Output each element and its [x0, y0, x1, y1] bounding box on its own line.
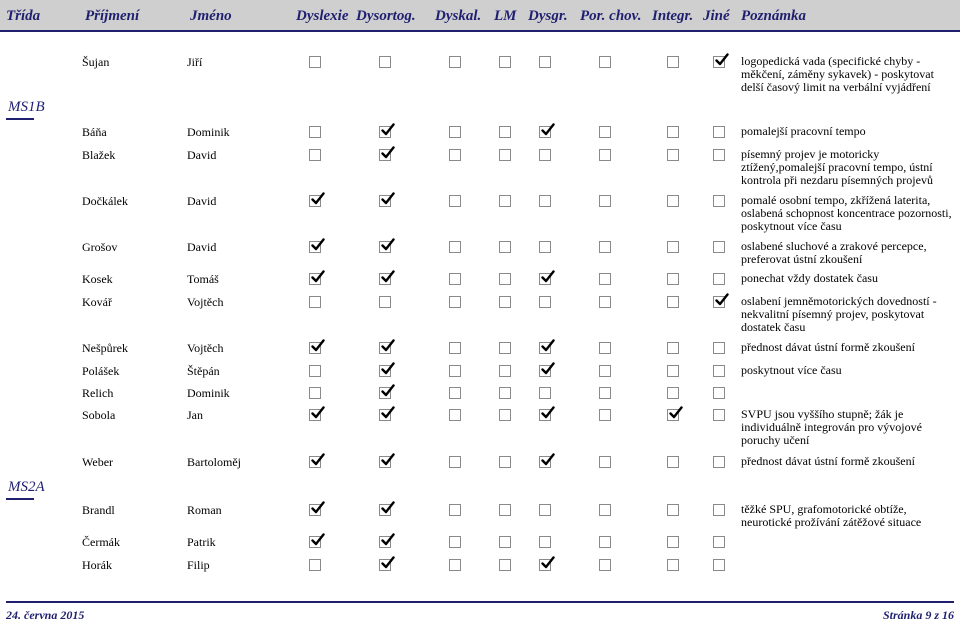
checkbox-checked[interactable] [539, 342, 551, 354]
student-note: ponechat vždy dostatek času [741, 271, 878, 285]
student-name: Bartoloměj [187, 455, 241, 469]
checkbox-unchecked[interactable] [499, 126, 511, 138]
checkbox-unchecked[interactable] [539, 504, 551, 516]
header-integr: Integr. [652, 8, 694, 24]
checkbox-unchecked[interactable] [667, 536, 679, 548]
header-dyslexie: Dyslexie [296, 8, 349, 24]
checkbox-unchecked[interactable] [499, 149, 511, 161]
checkbox-unchecked[interactable] [713, 456, 725, 468]
checkmark-icon [541, 406, 555, 420]
student-surname: Čermák [82, 535, 120, 549]
checkbox-unchecked[interactable] [667, 387, 679, 399]
checkbox-unchecked[interactable] [599, 126, 611, 138]
checkbox-unchecked[interactable] [667, 149, 679, 161]
student-note: přednost dávat ústní formě zkoušení [741, 454, 915, 468]
checkbox-unchecked[interactable] [539, 536, 551, 548]
student-surname: Weber [82, 455, 114, 469]
checkmark-icon [311, 533, 325, 547]
footer-page-sep: z [934, 608, 939, 622]
student-note: oslabené sluchové a zrakové percepce, preferovat ústní zkoušení [741, 239, 927, 267]
checkbox-unchecked[interactable] [667, 241, 679, 253]
student-name: Štěpán [187, 364, 220, 378]
student-note: písemný projev je motoricky ztížený,pomalejší pracovní tempo, ústní kontrola při nezdaru písemných projevů [741, 147, 933, 188]
student-note: logopedická vada (specifické chyby - měkčení, záměny sykavek) - poskytovat delší časový limit na verbální vyjádření [741, 54, 934, 95]
student-note: oslabení jemněmotorických dovedností - nekvalitní písemný projev, poskytovat dostatek času [741, 294, 937, 335]
student-surname: Relich [82, 386, 114, 400]
checkmark-icon [541, 556, 555, 570]
student-surname: Nešpůrek [82, 341, 128, 355]
checkbox-checked[interactable] [379, 342, 391, 354]
checkbox-unchecked[interactable] [599, 149, 611, 161]
checkmark-icon [715, 293, 729, 307]
checkbox-checked[interactable] [309, 409, 321, 421]
checkmark-icon [381, 384, 395, 398]
checkmark-icon [381, 453, 395, 467]
checkbox-unchecked[interactable] [599, 342, 611, 354]
checkbox-checked[interactable] [309, 456, 321, 468]
checkmark-icon [311, 501, 325, 515]
footer-page-number [883, 608, 954, 623]
group-label-ms1b: MS1B [8, 99, 45, 115]
checkbox-unchecked[interactable] [449, 409, 461, 421]
checkbox-unchecked[interactable] [309, 387, 321, 399]
student-name: Roman [187, 503, 222, 517]
student-note: poskytnout více času [741, 363, 842, 377]
table-header [0, 0, 960, 32]
checkbox-unchecked[interactable] [309, 126, 321, 138]
checkbox-unchecked[interactable] [667, 273, 679, 285]
checkbox-unchecked[interactable] [309, 365, 321, 377]
checkbox-checked[interactable] [309, 195, 321, 207]
checkbox-unchecked[interactable] [667, 559, 679, 571]
checkbox-unchecked[interactable] [667, 195, 679, 207]
checkbox-checked[interactable] [713, 56, 725, 68]
checkbox-unchecked[interactable] [713, 342, 725, 354]
header-prijmeni: Příjmení [85, 8, 140, 24]
student-surname: Horák [82, 558, 112, 572]
checkbox-unchecked[interactable] [713, 504, 725, 516]
checkbox-checked[interactable] [309, 241, 321, 253]
checkbox-unchecked[interactable] [309, 149, 321, 161]
checkmark-icon [669, 406, 683, 420]
checkbox-unchecked[interactable] [499, 536, 511, 548]
checkmark-icon [311, 453, 325, 467]
checkbox-checked[interactable] [379, 456, 391, 468]
checkbox-checked[interactable] [379, 126, 391, 138]
student-surname: Sobola [82, 408, 116, 422]
checkbox-checked[interactable] [713, 296, 725, 308]
header-jine: Jiné [703, 8, 730, 24]
checkbox-unchecked[interactable] [599, 409, 611, 421]
header-lm: LM [494, 8, 517, 24]
checkmark-icon [311, 192, 325, 206]
group-label-ms2a: MS2A [8, 479, 45, 495]
checkbox-unchecked[interactable] [309, 296, 321, 308]
checkbox-unchecked[interactable] [539, 195, 551, 207]
checkbox-unchecked[interactable] [449, 387, 461, 399]
header-dysortog: Dysortog. [356, 8, 416, 24]
checkbox-unchecked[interactable] [713, 365, 725, 377]
footer-page-total: 16 [942, 608, 954, 622]
student-name: Vojtěch [187, 295, 224, 309]
checkmark-icon [311, 270, 325, 284]
checkbox-unchecked[interactable] [599, 296, 611, 308]
checkbox-unchecked[interactable] [713, 149, 725, 161]
checkbox-checked[interactable] [379, 241, 391, 253]
checkbox-unchecked[interactable] [499, 56, 511, 68]
student-name: Filip [187, 558, 210, 572]
checkbox-unchecked[interactable] [599, 273, 611, 285]
checkbox-unchecked[interactable] [499, 296, 511, 308]
student-note: těžké SPU, grafomotorické obtíže, neurotické prožívání zátěžové situace [741, 502, 922, 530]
checkbox-unchecked[interactable] [379, 296, 391, 308]
student-note: pomalejší pracovní tempo [741, 124, 866, 138]
checkbox-checked[interactable] [539, 409, 551, 421]
checkbox-checked[interactable] [379, 365, 391, 377]
checkbox-checked[interactable] [379, 409, 391, 421]
checkbox-unchecked[interactable] [667, 56, 679, 68]
checkbox-unchecked[interactable] [499, 504, 511, 516]
checkbox-unchecked[interactable] [599, 56, 611, 68]
checkbox-unchecked[interactable] [599, 365, 611, 377]
student-surname: Kovář [82, 295, 112, 309]
checkbox-unchecked[interactable] [599, 195, 611, 207]
student-name: Dominik [187, 125, 230, 139]
checkbox-unchecked[interactable] [309, 559, 321, 571]
checkbox-unchecked[interactable] [539, 56, 551, 68]
footer-rule [6, 601, 954, 603]
checkmark-icon [381, 270, 395, 284]
checkbox-unchecked[interactable] [379, 56, 391, 68]
checkbox-unchecked[interactable] [499, 559, 511, 571]
checkbox-unchecked[interactable] [713, 536, 725, 548]
checkbox-unchecked[interactable] [713, 241, 725, 253]
checkbox-unchecked[interactable] [449, 273, 461, 285]
student-name: Jan [187, 408, 203, 422]
footer-date: 24. června 2015 [6, 608, 85, 622]
student-surname: Blažek [82, 148, 116, 162]
checkbox-unchecked[interactable] [599, 559, 611, 571]
checkbox-unchecked[interactable] [667, 342, 679, 354]
checkbox-checked[interactable] [379, 504, 391, 516]
footer-page-prefix: Stránka [882, 608, 923, 622]
student-name: David [187, 194, 217, 208]
checkbox-unchecked[interactable] [449, 241, 461, 253]
footer-page-current: 9 [925, 608, 932, 622]
checkbox-unchecked[interactable] [449, 126, 461, 138]
checkbox-unchecked[interactable] [449, 149, 461, 161]
checkbox-checked[interactable] [309, 273, 321, 285]
student-name: Vojtěch [187, 341, 224, 355]
checkbox-unchecked[interactable] [499, 456, 511, 468]
student-surname: Dočkálek [82, 194, 128, 208]
checkbox-unchecked[interactable] [667, 365, 679, 377]
checkbox-unchecked[interactable] [667, 504, 679, 516]
checkbox-unchecked[interactable] [449, 342, 461, 354]
checkbox-unchecked[interactable] [499, 195, 511, 207]
checkbox-checked[interactable] [539, 126, 551, 138]
student-note: přednost dávat ústní formě zkoušení [741, 340, 915, 354]
checkmark-icon [381, 146, 395, 160]
checkbox-checked[interactable] [379, 273, 391, 285]
checkmark-icon [541, 270, 555, 284]
checkbox-unchecked[interactable] [499, 387, 511, 399]
checkbox-unchecked[interactable] [667, 296, 679, 308]
header-dyskal: Dyskal. [435, 8, 482, 24]
checkbox-unchecked[interactable] [539, 296, 551, 308]
checkbox-unchecked[interactable] [599, 387, 611, 399]
checkbox-unchecked[interactable] [449, 195, 461, 207]
checkbox-unchecked[interactable] [499, 273, 511, 285]
checkmark-icon [311, 339, 325, 353]
header-poznamka: Poznámka [741, 8, 807, 24]
checkbox-checked[interactable] [309, 536, 321, 548]
checkbox-unchecked[interactable] [449, 56, 461, 68]
checkbox-unchecked[interactable] [449, 456, 461, 468]
checkbox-unchecked[interactable] [449, 559, 461, 571]
group-underline [6, 498, 34, 500]
checkmark-icon [381, 238, 395, 252]
student-surname: Grošov [82, 240, 118, 254]
checkbox-unchecked[interactable] [599, 456, 611, 468]
checkbox-unchecked[interactable] [713, 409, 725, 421]
checkbox-checked[interactable] [379, 559, 391, 571]
checkbox-checked[interactable] [379, 387, 391, 399]
checkbox-unchecked[interactable] [449, 536, 461, 548]
checkbox-unchecked[interactable] [449, 365, 461, 377]
checkbox-checked[interactable] [309, 504, 321, 516]
checkmark-icon [311, 238, 325, 252]
checkbox-unchecked[interactable] [713, 195, 725, 207]
student-name: David [187, 240, 217, 254]
checkbox-unchecked[interactable] [713, 273, 725, 285]
header-por-chov: Por. chov. [580, 8, 642, 24]
student-surname: Polášek [82, 364, 120, 378]
checkmark-icon [715, 53, 729, 67]
student-surname: Šujan [82, 55, 110, 69]
student-note: SVPU jsou vyššího stupně; žák je individuálně integrován pro vývojové poruchy učení [741, 407, 922, 448]
student-surname: Kosek [82, 272, 113, 286]
checkbox-unchecked[interactable] [713, 559, 725, 571]
checkbox-unchecked[interactable] [713, 387, 725, 399]
checkmark-icon [381, 123, 395, 137]
checkbox-unchecked[interactable] [667, 456, 679, 468]
checkbox-checked[interactable] [539, 559, 551, 571]
checkbox-unchecked[interactable] [599, 241, 611, 253]
checkbox-unchecked[interactable] [539, 149, 551, 161]
group-underline [6, 118, 34, 120]
checkbox-unchecked[interactable] [449, 296, 461, 308]
checkmark-icon [381, 556, 395, 570]
checkmark-icon [311, 406, 325, 420]
checkbox-unchecked[interactable] [599, 504, 611, 516]
checkbox-checked[interactable] [379, 149, 391, 161]
student-surname: Brandl [82, 503, 115, 517]
checkbox-unchecked[interactable] [599, 536, 611, 548]
checkbox-unchecked[interactable] [449, 504, 461, 516]
checkmark-icon [381, 406, 395, 420]
checkbox-checked[interactable] [539, 456, 551, 468]
student-name: Jiří [187, 55, 203, 69]
student-name: Dominik [187, 386, 230, 400]
checkbox-checked[interactable] [309, 342, 321, 354]
checkbox-checked[interactable] [379, 195, 391, 207]
header-jmeno: Jméno [190, 8, 232, 24]
student-note: pomalé osobní tempo, zkřížená laterita, oslabená schopnost koncentrace pozornosti, poskytnout více času [741, 193, 952, 234]
checkmark-icon [541, 339, 555, 353]
checkmark-icon [381, 533, 395, 547]
checkmark-icon [541, 123, 555, 137]
header-dysgr: Dysgr. [528, 8, 568, 24]
checkmark-icon [541, 362, 555, 376]
student-name: Tomáš [187, 272, 219, 286]
checkbox-unchecked[interactable] [539, 241, 551, 253]
student-name: Patrik [187, 535, 216, 549]
checkbox-unchecked[interactable] [499, 342, 511, 354]
student-name: David [187, 148, 217, 162]
checkbox-checked[interactable] [379, 536, 391, 548]
checkmark-icon [541, 453, 555, 467]
checkmark-icon [381, 501, 395, 515]
checkbox-checked[interactable] [667, 409, 679, 421]
checkmark-icon [381, 362, 395, 376]
checkbox-unchecked[interactable] [309, 56, 321, 68]
checkmark-icon [381, 339, 395, 353]
header-trida: Třída [6, 8, 41, 24]
checkbox-checked[interactable] [539, 365, 551, 377]
student-surname: Báňa [82, 125, 107, 139]
checkbox-unchecked[interactable] [499, 241, 511, 253]
checkbox-unchecked[interactable] [539, 387, 551, 399]
checkbox-unchecked[interactable] [713, 126, 725, 138]
checkbox-unchecked[interactable] [667, 126, 679, 138]
checkbox-unchecked[interactable] [499, 365, 511, 377]
checkbox-checked[interactable] [539, 273, 551, 285]
checkmark-icon [381, 192, 395, 206]
checkbox-unchecked[interactable] [499, 409, 511, 421]
